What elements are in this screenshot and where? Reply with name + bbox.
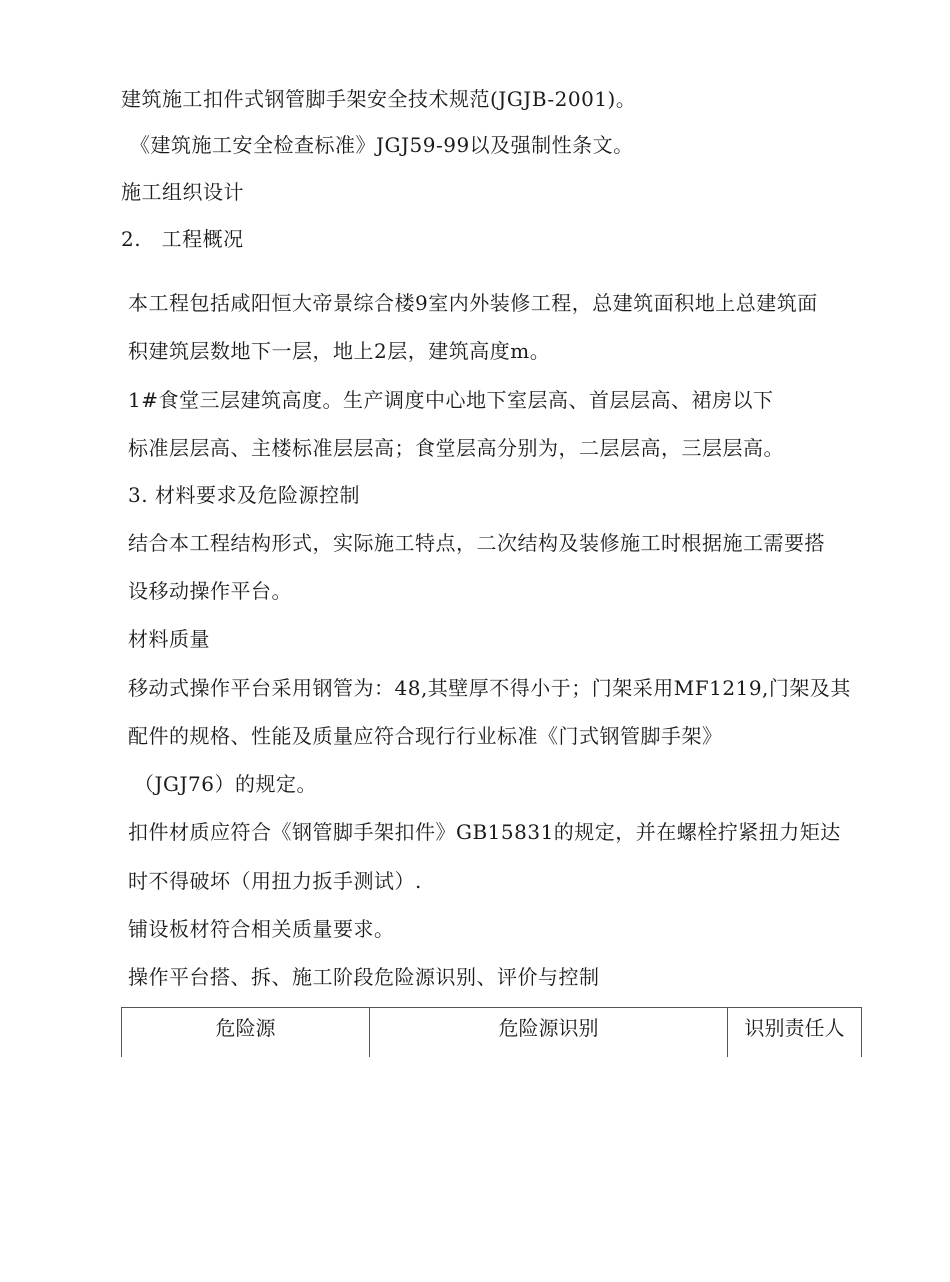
paragraph-line: 铺设板材符合相关质量要求。 — [128, 917, 395, 941]
section-heading: 2. 工程概况 — [121, 227, 244, 251]
paragraph-line: 移动式操作平台采用钢管为：48,其壁厚不得小于；门架采用MF1219,门架及其 — [128, 676, 851, 700]
section-heading: 3. 材料要求及危险源控制 — [128, 483, 360, 507]
table-header-cell: 识别责任人 — [728, 1008, 862, 1058]
table-header-row — [122, 1008, 862, 1058]
paragraph-line: 建筑施工扣件式钢管脚手架安全技术规范(JGJB-2001)。 — [121, 87, 637, 111]
paragraph-line: 《建筑施工安全检查标准》JGJ59-99以及强制性条文。 — [130, 133, 634, 157]
paragraph-line: 配件的规格、性能及质量应符合现行行业标准《门式钢管脚手架》 — [128, 724, 723, 748]
paragraph-line: 扣件材质应符合《钢管脚手架扣件》GB15831的规定，并在螺栓拧紧扭力矩达 — [128, 820, 841, 844]
table-header-cell: 危险源识别 — [370, 1008, 728, 1058]
paragraph-line: 积建筑层数地下一层，地上2层，建筑高度m。 — [128, 339, 551, 363]
paragraph-line: （JGJ76）的规定。 — [134, 772, 317, 796]
paragraph-line: 结合本工程结构形式，实际施工特点，二次结构及装修施工时根据施工需要搭 — [128, 531, 825, 555]
section-heading: 施工组织设计 — [121, 180, 244, 204]
table-header-cell: 危险源 — [122, 1008, 370, 1058]
paragraph-line: 设移动操作平台。 — [128, 579, 292, 603]
paragraph-line: 标准层层高、主楼标准层层高；食堂层高分别为，二层层高，三层层高。 — [128, 436, 784, 460]
section-heading: 材料质量 — [128, 627, 210, 651]
paragraph-line: 本工程包括咸阳恒大帝景综合楼9室内外装修工程，总建筑面积地上总建筑面 — [128, 291, 818, 315]
hazard-table — [121, 1007, 862, 1057]
paragraph-line: 时不得破坏（用扭力扳手测试）. — [128, 869, 422, 893]
section-heading: 操作平台搭、拆、施工阶段危险源识别、评价与控制 — [128, 965, 600, 989]
paragraph-line: 1#食堂三层建筑高度。生产调度中心地下室层高、首层层高、裙房以下 — [128, 388, 774, 412]
